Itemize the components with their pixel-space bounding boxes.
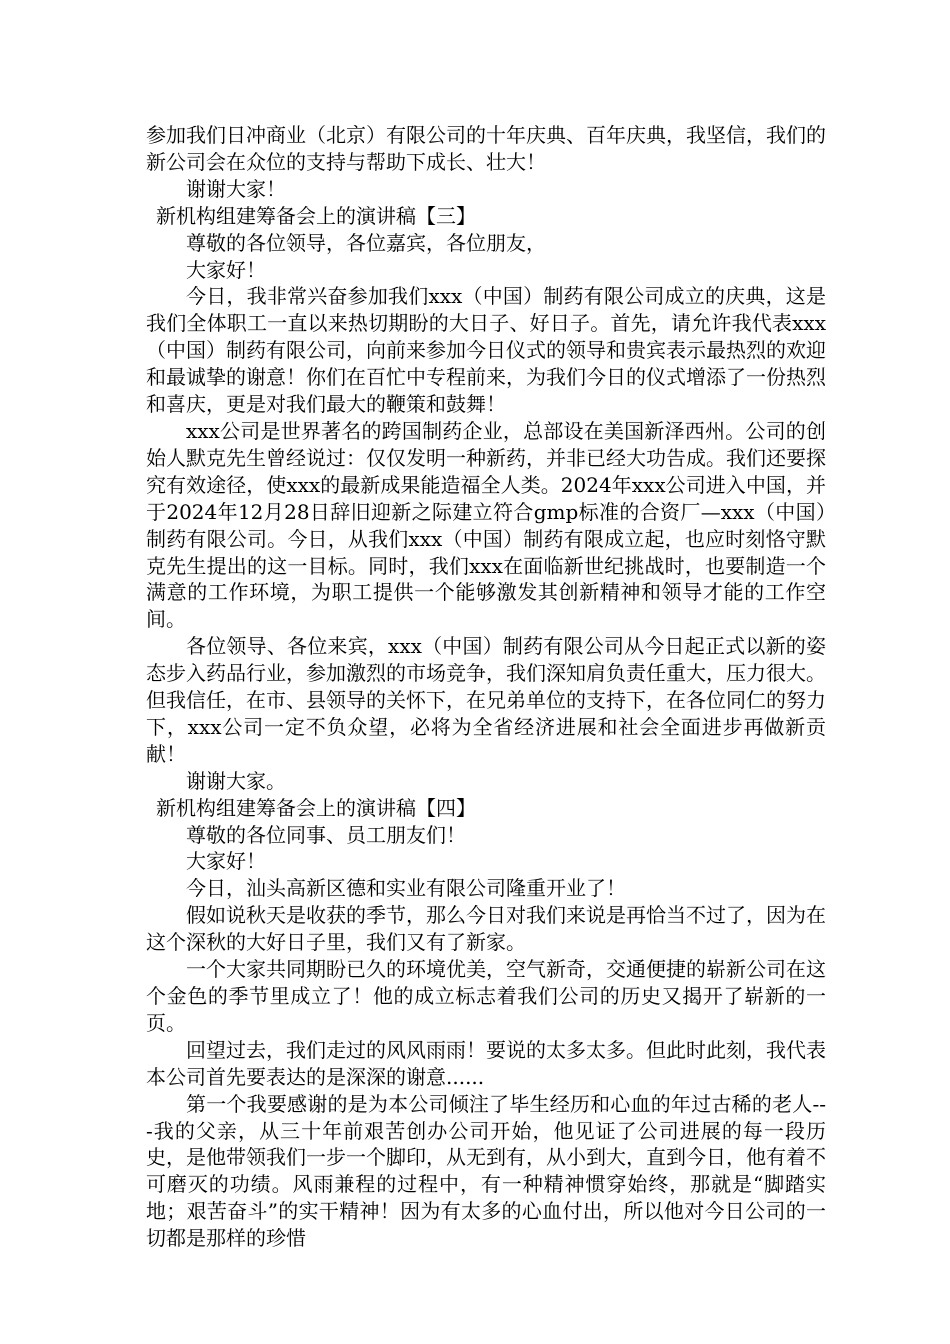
paragraph-body-4-3: 一个大家共同期盼已久的环境优美，空气新奇，交通便捷的崭新公司在这个金色的季节里成立了！他的成立标志着我们公司的历史又揭开了崭新的一页。 (146, 957, 826, 1035)
paragraph-body-4-5: 第一个我要感谢的是为本公司倾注了毕生经历和心血的年过古稀的老人---我的父亲，从三十年前艰苦创办公司开始，他见证了公司进展的每一段历史，是他带领我们一步一个脚印，从无到有，从小到大，直到今日，他有着不可磨灭的功绩。风雨兼程的过程中，有一种精神惯穿始终，那就是“脚踏实地；艰苦奋斗”的实干精神！因为有太多的心血付出，所以他对今日公司的一切都是那样的珍惜 (146, 1091, 826, 1251)
paragraph-body-4-4: 回望过去，我们走过的风风雨雨！要说的太多太多。但此时此刻，我代表本公司首先要表达的是深深的谢意...... (146, 1037, 826, 1089)
paragraph-thanks-1: 谢谢大家！ (186, 176, 286, 201)
section-heading-3: 新机构组建筹备会上的演讲稿【三】 (156, 203, 476, 228)
paragraph-body-3-3: 各位领导、各位来宾，xxx（中国）制药有限公司从今日起正式以新的姿态步入药品行业，参加激烈的市场竞争，我们深知肩负责任重大，压力很大。但我信任，在市、县领导的关怀下，在兄弟单位的支持下，在各位同仁的努力下，xxx公司一定不负众望，必将为全省经济进展和社会全面进步再做新贡献！ (146, 634, 826, 766)
paragraph-body-3-2: xxx公司是世界著名的跨国制药企业，总部设在美国新泽西州。公司的创始人默克先生曾经说过：仅仅发明一种新药，并非已经大功告成。我们还要探究有效途径，使xxx的最新成果能造福全人类。2024年xxx公司进入中国，并于2024年12月28日辞旧迎新之际建立符合gmp标准的合资厂—xxx（中国）制药有限公司。今日，从我们xxx（中国）制药有限成立起，也应时刻恪守默克先生提出的这一目标。同时，我们xxx在面临新世纪挑战时，也要制造一个满意的工作环境，为职工提供一个能够激发其创新精神和领导才能的工作空间。 (146, 418, 826, 632)
document-page (146, 122, 826, 1252)
paragraph-salutation-3: 尊敬的各位领导，各位嘉宾，各位朋友， (186, 230, 546, 255)
paragraph-body-3-1: 今日，我非常兴奋参加我们xxx（中国）制药有限公司成立的庆典，这是我们全体职工一直以来热切期盼的大日子、好日子。首先，请允许我代表xxx（中国）制药有限公司，向前来参加今日仪式的领导和贵宾表示最热烈的欢迎和最诚挚的谢意！你们在百忙中专程前来，为我们今日的仪式增添了一份热烈和喜庆，更是对我们最大的鞭策和鼓舞！ (146, 284, 826, 417)
paragraph-opening-continuation: 参加我们日冲商业（北京）有限公司的十年庆典、百年庆典，我坚信，我们的新公司会在众位的支持与帮助下成长、壮大！ (146, 123, 826, 174)
paragraph-thanks-3: 谢谢大家。 (186, 768, 286, 793)
section-heading-4: 新机构组建筹备会上的演讲稿【四】 (156, 795, 476, 820)
paragraph-greeting-4: 大家好！ (186, 849, 266, 874)
paragraph-greeting-3: 大家好！ (186, 257, 266, 282)
paragraph-body-4-2: 假如说秋天是收获的季节，那么今日对我们来说是再恰当不过了，因为在这个深秋的大好日子里，我们又有了新家。 (146, 903, 826, 955)
paragraph-body-4-1: 今日，汕头高新区德和实业有限公司隆重开业了！ (186, 876, 626, 901)
paragraph-salutation-4: 尊敬的各位同事、员工朋友们！ (186, 822, 466, 847)
